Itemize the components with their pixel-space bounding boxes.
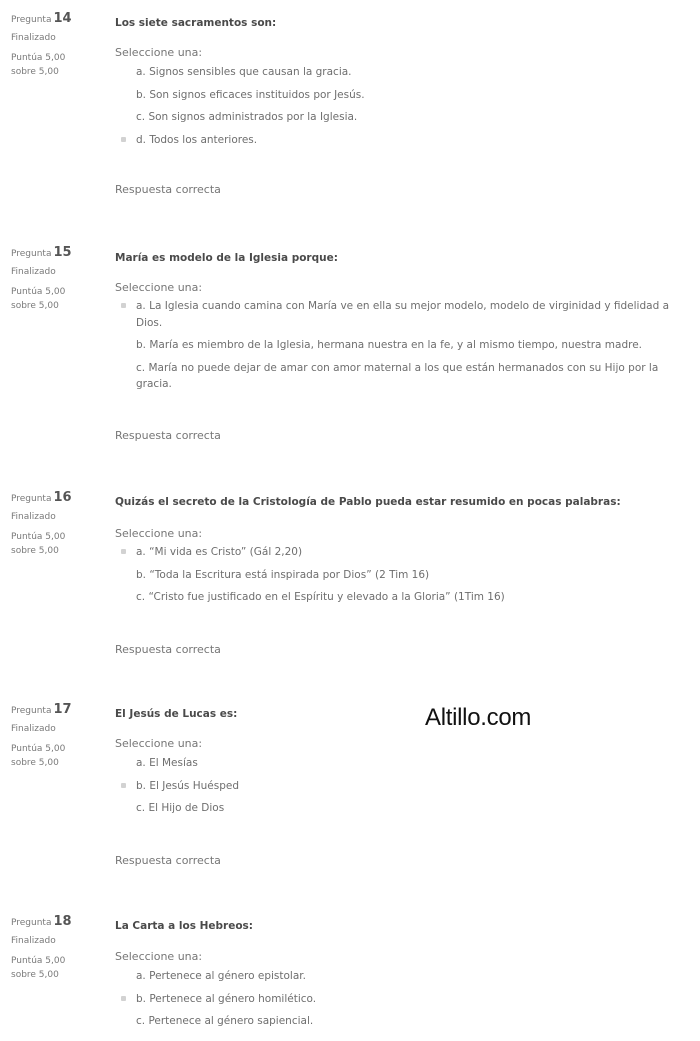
answer-option-a[interactable] — [115, 64, 695, 81]
answer-text: b. Pertenece al género homilético. — [136, 992, 317, 1005]
question-text: María es modelo de la Iglesia porque: — [115, 252, 338, 264]
answer-text: b. María es miembro de la Iglesia, hermana nuestra en la fe, y al mismo tiempo, nuestra madre. — [136, 339, 642, 351]
question-label: Pregunta — [11, 15, 52, 25]
question-number: 18 — [53, 914, 72, 929]
answer-option-b[interactable] — [115, 337, 695, 354]
select-prompt: Seleccione una: — [115, 737, 203, 750]
answer-feedback: Respuesta correcta — [115, 183, 221, 196]
score-line-2: sobre 5,00 — [11, 301, 59, 311]
answer-option-b[interactable] — [115, 567, 695, 584]
answer-option-c[interactable] — [115, 589, 695, 606]
answer-list — [115, 64, 695, 148]
select-prompt: Seleccione una: — [115, 950, 203, 963]
select-prompt: Seleccione una: — [115, 527, 203, 540]
answer-option-c[interactable] — [115, 800, 695, 817]
answer-option-a[interactable] — [115, 544, 695, 561]
question-state: Finalizado — [11, 267, 56, 277]
answer-text: a. Signos sensibles que causan la gracia. — [136, 66, 352, 78]
question-text: El Jesús de Lucas es: — [115, 708, 238, 720]
question-info — [11, 12, 106, 79]
answer-option-c[interactable] — [115, 360, 695, 393]
answer-feedback: Respuesta correcta — [115, 642, 221, 656]
answer-text: a. Pertenece al género epistolar. — [136, 970, 306, 982]
answer-text: d. Todos los anteriores. — [136, 133, 258, 146]
selected-marker-icon — [121, 549, 126, 554]
question-label: Pregunta — [11, 706, 52, 716]
question-info — [11, 246, 106, 313]
question-number: 15 — [53, 245, 72, 260]
question-info — [11, 491, 106, 558]
question-score — [11, 954, 106, 982]
selected-marker-icon — [121, 303, 126, 308]
watermark-text: Altillo.com — [425, 704, 532, 731]
question-body — [115, 915, 695, 1030]
question-state: Finalizado — [11, 33, 56, 43]
question-label: Pregunta — [11, 494, 52, 504]
question-label: Pregunta — [11, 918, 52, 928]
answer-text: a. “Mi vida es Cristo” (Gál 2,20) — [136, 546, 303, 558]
question-score — [11, 285, 106, 313]
selected-marker-icon — [121, 996, 126, 1001]
answer-feedback: Respuesta correcta — [115, 853, 221, 867]
question-score — [11, 530, 106, 558]
question-text: Quizás el secreto de la Cristología de Pablo pueda estar resumido en pocas palabras: — [115, 496, 621, 508]
answer-option-a[interactable] — [115, 755, 695, 772]
question-body — [115, 491, 695, 658]
answer-option-c[interactable] — [115, 1013, 695, 1030]
question-score — [11, 51, 106, 79]
score-line-1: Puntúa 5,00 — [11, 53, 66, 63]
answer-option-a[interactable] — [115, 968, 695, 985]
answer-option-b[interactable] — [115, 87, 695, 104]
answer-text: b. Son signos eficaces instituidos por Jesús. — [136, 88, 365, 101]
question-state: Finalizado — [11, 724, 56, 734]
score-line-1: Puntúa 5,00 — [11, 532, 66, 542]
answer-list — [115, 968, 695, 1030]
selected-marker-icon — [121, 137, 126, 142]
score-line-1: Puntúa 5,00 — [11, 744, 66, 754]
question-body — [115, 246, 695, 444]
answer-list — [115, 298, 695, 393]
answer-option-c[interactable] — [115, 109, 695, 126]
score-line-2: sobre 5,00 — [11, 970, 59, 980]
question-info — [11, 915, 106, 982]
question-number: 16 — [53, 490, 72, 505]
answer-text: b. El Jesús Huésped — [136, 779, 239, 792]
question-body — [115, 703, 695, 869]
answer-option-a[interactable] — [115, 298, 695, 331]
answer-text: a. La Iglesia cuando camina con María ve en ella su mejor modelo, modelo de virginidad y fidelidad a Dios. — [136, 300, 670, 329]
question-score — [11, 742, 106, 770]
answer-feedback: Respuesta correcta — [115, 428, 221, 442]
score-line-1: Puntúa 5,00 — [11, 956, 66, 966]
score-line-2: sobre 5,00 — [11, 67, 59, 77]
question-state: Finalizado — [11, 936, 56, 946]
selected-marker-icon — [121, 783, 126, 788]
score-line-2: sobre 5,00 — [11, 546, 59, 556]
answer-option-b[interactable] — [115, 991, 695, 1008]
answer-text: c. Pertenece al género sapiencial. — [136, 1015, 314, 1027]
question-number: 14 — [53, 11, 72, 26]
answer-text: c. María no puede dejar de amar con amor maternal a los que están hermanados con su Hijo por la gracia. — [136, 361, 659, 390]
select-prompt: Seleccione una: — [115, 281, 203, 294]
question-body — [115, 12, 695, 198]
answer-text: b. “Toda la Escritura está inspirada por Dios” (2 Tim 16) — [136, 568, 430, 581]
question-text: Los siete sacramentos son: — [115, 17, 277, 29]
answer-text: a. El Mesías — [136, 757, 198, 769]
score-line-2: sobre 5,00 — [11, 758, 59, 768]
answer-list — [115, 544, 695, 606]
answer-list — [115, 755, 695, 817]
answer-option-d[interactable] — [115, 132, 695, 149]
question-label: Pregunta — [11, 249, 52, 259]
score-line-1: Puntúa 5,00 — [11, 287, 66, 297]
answer-text: c. Son signos administrados por la Iglesia. — [136, 111, 358, 123]
select-prompt: Seleccione una: — [115, 46, 203, 59]
answer-text: c. “Cristo fue justificado en el Espíritu y elevado a la Gloria” (1Tim 16) — [136, 591, 505, 603]
answer-option-b[interactable] — [115, 778, 695, 795]
question-number: 17 — [53, 702, 72, 717]
question-state: Finalizado — [11, 512, 56, 522]
answer-text: c. El Hijo de Dios — [136, 802, 225, 814]
question-text: La Carta a los Hebreos: — [115, 920, 254, 932]
question-info — [11, 703, 106, 770]
